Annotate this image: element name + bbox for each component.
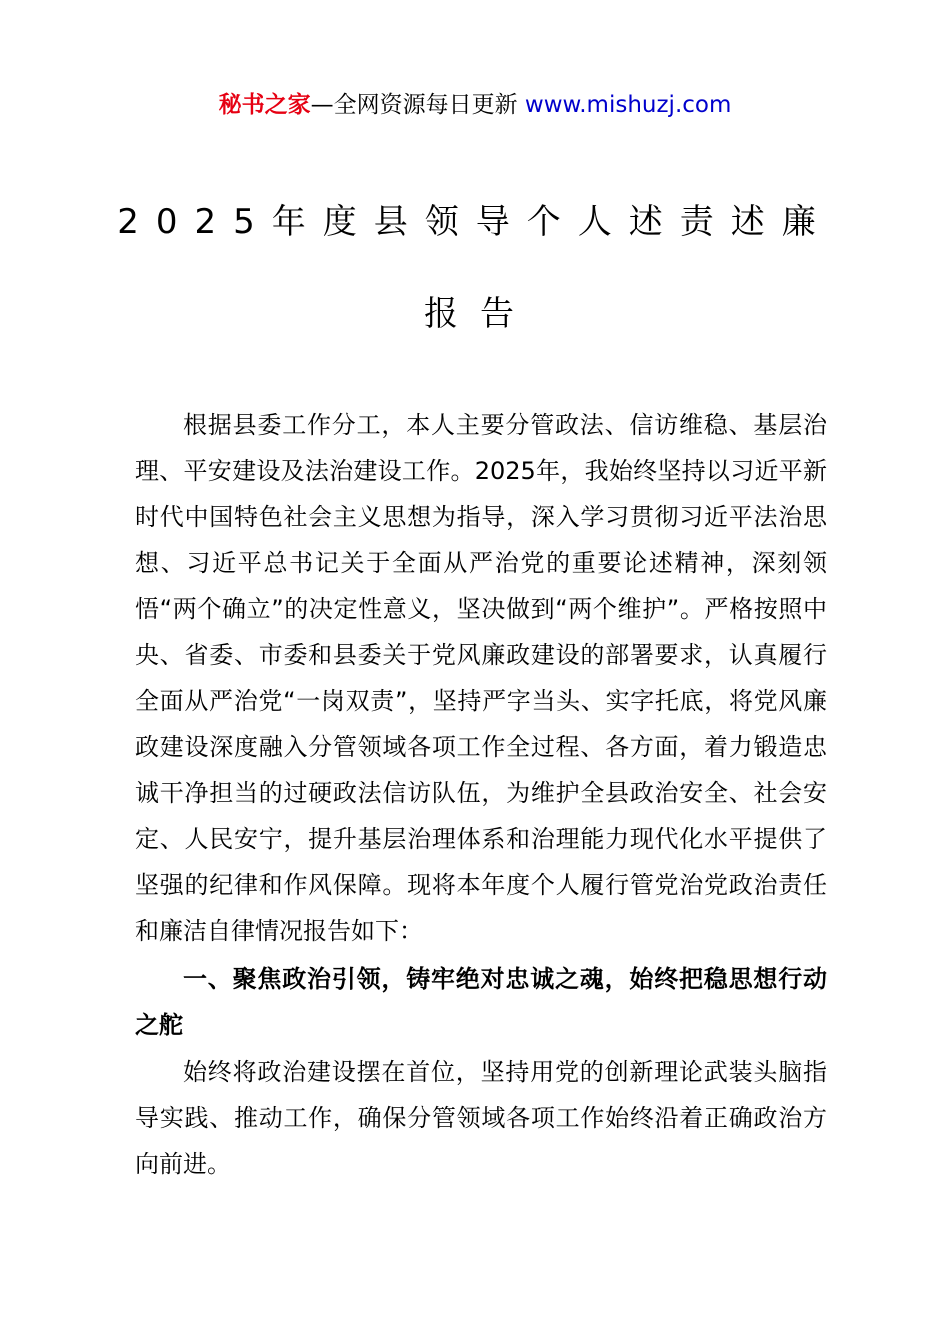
site-brand: 秘书之家 <box>218 92 311 118</box>
paragraph-text: 根据县委工作分工，本人主要分管政法、信访维稳、基层治理、平安建设及法治建设工作。2025年，我始终坚持以习近平新时代中国特色社会主义思想为指导，深入学习贯彻习近平法治思想、习近平总书记关于全面从严治党的重要论述精神，深刻领悟“两个确立”的决定性意义，坚决做到“两个维护”。严格按照中央、省委、市委和县委关于党风廉政建设的部署要求，认真履行全面从严治党“一岗双责”，坚持严字当头、实字托底，将党风廉政建设深度融入分管领域各项工作全过程、各方面，着力锻造忠诚干净担当的过硬政法信访队伍，为维护全县政治安全、社会安定、人民安宁，提升基层治理体系和治理能力现代化水平提供了坚强的纪律和作风保障。现将本年度个人履行管党治党政治责任和廉洁自律情况报告如下： <box>135 411 827 945</box>
site-url-link[interactable]: www.mishuzj.com <box>524 92 732 118</box>
site-header <box>0 88 950 122</box>
document-title-line1: 2025年度县领导个人述责述廉 <box>117 202 833 242</box>
paragraph-text: 始终将政治建设摆在首位，坚持用党的创新理论武装头脑指导实践、推动工作，确保分管领域各项工作始终沿着正确政治方向前进。 <box>135 1058 827 1178</box>
site-tagline: —全网资源每日更新 <box>310 92 518 118</box>
paragraph-intro <box>135 402 827 954</box>
section-heading <box>135 956 827 1048</box>
paragraph-section-1 <box>135 1049 827 1187</box>
document-title-line2: 报告 <box>424 294 536 334</box>
section-heading-text: 一、聚焦政治引领，铸牢绝对忠诚之魂，始终把稳思想行动之舵 <box>135 965 827 1039</box>
